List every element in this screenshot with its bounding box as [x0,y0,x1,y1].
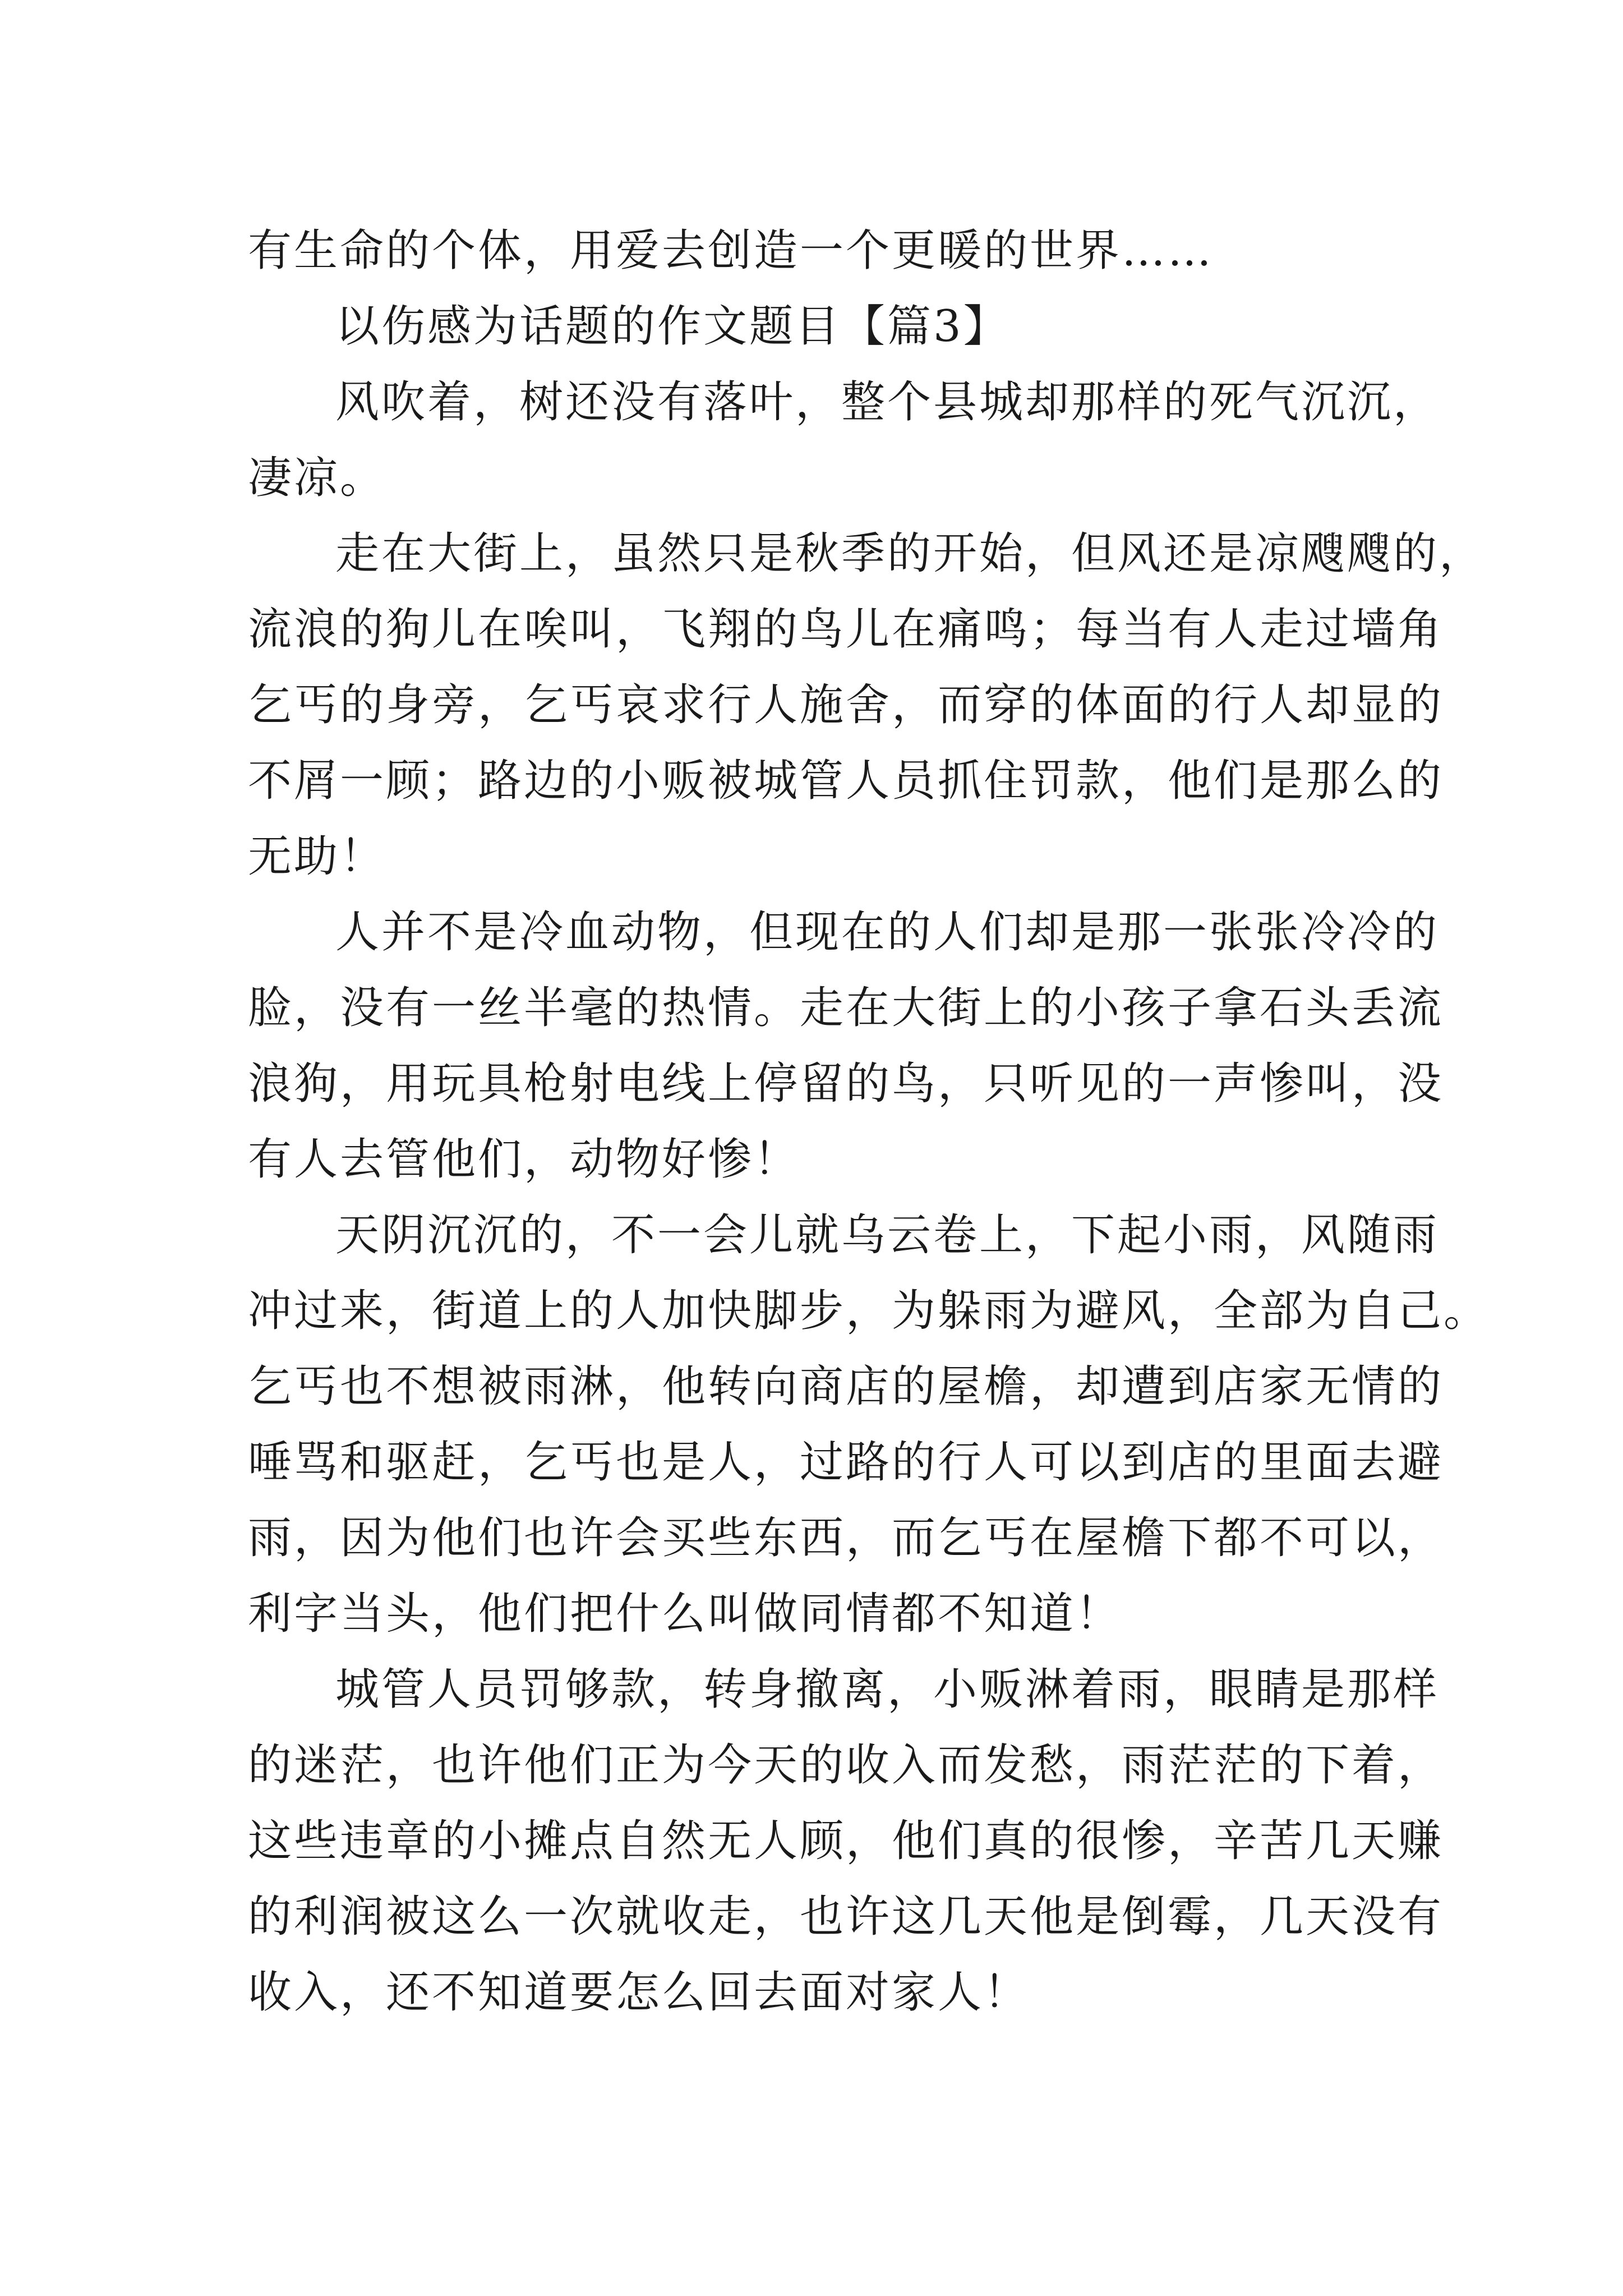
text-line: 利字当头，他们把什么叫做同情都不知道！ [248,1589,1122,1639]
text-line: 乞丐的身旁，乞丐哀求行人施舍，而穿的体面的行人却显的 [248,680,1444,730]
text-line: 这些违章的小摊点自然无人顾，他们真的很惨，辛苦几天赚 [248,1816,1444,1866]
text-line: 不屑一顾；路边的小贩被城管人员抓住罚款，他们是那么的 [248,756,1444,806]
text-line: 收入，还不知道要怎么回去面对家人！ [248,1967,1030,2018]
text-line: 的迷茫，也许他们正为今天的收入而发愁，雨茫茫的下着， [248,1740,1444,1791]
text-line: 脸，没有一丝半毫的热情。走在大街上的小孩子拿石头丢流 [248,983,1444,1033]
text-line: 唾骂和驱赶，乞丐也是人，过路的行人可以到店的里面去避 [248,1437,1444,1488]
text-line: 人并不是冷血动物，但现在的人们却是那一张张冷冷的 [335,907,1440,958]
text-line: 天阴沉沉的，不一会儿就乌云卷上，下起小雨，风随雨 [335,1210,1440,1260]
text-line: 冲过来，街道上的人加快脚步，为躲雨为避风，全部为自己。 [248,1286,1490,1336]
section-heading: 以伤感为话题的作文题目【篇3】 [335,301,1009,352]
text-line: 流浪的狗儿在唉叫，飞翔的鸟儿在痛鸣；每当有人走过墙角 [248,604,1444,655]
text-line: 无助！ [248,831,386,882]
text-line: 风吹着，树还没有落叶，整个县城却那样的死气沉沉， [335,377,1440,427]
text-line: 的利润被这么一次就收走，也许这几天他是倒霉，几天没有 [248,1892,1444,1942]
text-line: 城管人员罚够款，转身撤离，小贩淋着雨，眼睛是那样 [335,1664,1440,1715]
text-line: 有人去管他们，动物好惨！ [248,1134,800,1185]
text-line: 浪狗，用玩具枪射电线上停留的鸟，只听见的一声惨叫，没 [248,1059,1444,1109]
document-body [248,213,1490,2031]
text-line: 凄凉。 [248,453,386,503]
text-line: 走在大街上，虽然只是秋季的开始，但风还是凉飕飕的， [335,528,1486,579]
text-line: 乞丐也不想被雨淋，他转向商店的屋檐，却遭到店家无情的 [248,1361,1444,1412]
text-line: 有生命的个体，用爱去创造一个更暖的世界…… [248,226,1214,276]
text-line: 雨，因为他们也许会买些东西，而乞丐在屋檐下都不可以， [248,1513,1444,1563]
